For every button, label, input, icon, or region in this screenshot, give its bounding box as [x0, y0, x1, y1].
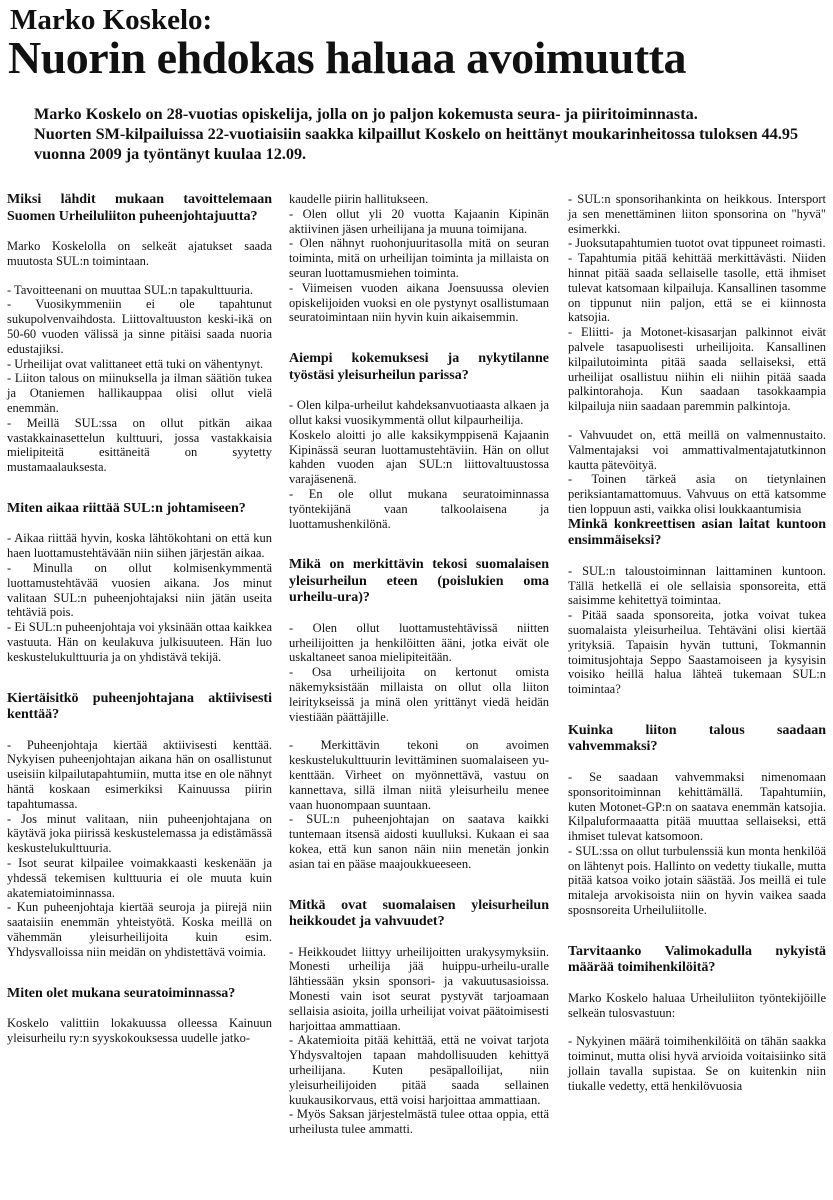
- body-paragraph: - Pitää saada sponsoreita, jotka voivat tukea suomalaista yleisurheilua. Tehtäväni olisi kiertää yrityksiä. Tapaisin hyvän tuttuni, Tokmannin toimitusjohtaja Seppo Saastamoiseen ja kysyisin voisiko heillä halua lähteä tukemaan SUL:n toimintaa?: [568, 608, 826, 697]
- body-paragraph: - Liiton talous on miinuksella ja ilman säätiön tukea ja Otaniemen hallikauppaa olisi ollut vielä enemmän.: [7, 371, 272, 415]
- body-paragraph: - Puheenjohtaja kiertää aktiivisesti kenttää. Nykyisen puheenjohtajan aikana hän on osallistunut useisiin kilpailutapahtumiin, mutta itse en ole nähnyt häntä koskaan esimerkiksi Kainuussa piirin tapahtumassa.: [7, 737, 272, 811]
- body-paragraph: - Ei SUL:n puheenjohtaja voi yksinään ottaa kaikkea vastuuta. Hän on keulakuva julkisuuteen. Hän luo keskustelukulttuuria ja on yhdistävä tekijä.: [7, 620, 272, 664]
- question-heading: Mikä on merkittävin tekosi suomalaisen yleisurheilun eteen (poislukien oma urheilu-ura)?: [289, 557, 549, 606]
- column-2: [289, 192, 549, 1137]
- body-paragraph: - Jos minut valitaan, niin puheenjohtajana on käytävä joka piirissä keskustelemassa ja edistämässä keskustelukulttuuria.: [7, 811, 272, 856]
- body-paragraph: Marko Koskelo haluaa Urheiluliiton työntekijöille selkeän tulosvastuun:: [568, 990, 826, 1020]
- article-headline: Nuorin ehdokas haluaa avoimuutta: [8, 32, 686, 83]
- article-lead: [34, 104, 814, 164]
- body-paragraph: - Tapahtumia pitää kehittää merkittävästi. Niiden hinnat pitää saada sellaiselle tasolle, että ihmiset tulevat katsomaan kilpailuja. Kansallinen tasomme on tippunut niin paljon, että se ei kiinnosta katsojia.: [568, 251, 826, 325]
- body-paragraph: - Meillä SUL:ssa on ollut pitkän aikaa vastakkainasettelun kulttuuri, jossa vastakkaisia mielipiteitä esittäneitä on syytetty mustamaalauksesta.: [7, 415, 272, 475]
- body-paragraph: - Kun puheenjohtaja kiertää seuroja ja piirejä niin saataisiin enemmän yhteistyötä. Koska meillä on vähemmän yleisurheilijoita kuin esim. Yhdysvalloissa niin meidän on yhdistettävä voimia.: [7, 900, 272, 959]
- body-paragraph: kaudelle piirin hallitukseen.: [289, 192, 429, 206]
- body-paragraph: Marko Koskelolla on selkeät ajatukset saada muutosta SUL:n toimintaan.: [7, 239, 272, 268]
- body-paragraph: - Merkittävin tekoni on avoimen keskustelukulttuurin levittäminen suomalaiseen yu-kenttään. Virheet on myönnettävä, vastuu on kannettava, sillä ilman niitä yleisurheilu menee vaan huonompaan suuntaan.: [289, 738, 549, 812]
- body-paragraph: - Urheilijat ovat valittaneet että tuki on vähentynyt.: [7, 356, 264, 371]
- body-paragraph: - Olen kilpa-urheilut kahdeksanvuotiaasta alkaen ja ollut kaksi vuosikymmentä ollut kilpaurheilija.: [289, 398, 549, 427]
- body-paragraph: - Olen nähnyt ruohonjuuritasolla mitä on seuran toiminta, mitä on urheilijan toiminta ja millaista on seuran luottamusmiehen toiminta.: [289, 236, 549, 280]
- question-heading: Miksi lähdit mukaan tavoittelemaan Suomen Urheiluliiton puheenjohtajuutta?: [7, 192, 272, 224]
- question-heading: Miten aikaa riittää SUL:n johtamiseen?: [7, 500, 246, 516]
- question-heading: Kiertäisitkö puheenjohtajana aktiivisesti kenttää?: [7, 690, 272, 723]
- column-1: [7, 192, 272, 1046]
- body-paragraph: - Toinen tärkeä asia on tietynlainen periksiantamattomuus. Vahvuus on että katsomme tien loppuun asti, vaikka olisi loukkaantumisia: [568, 472, 826, 516]
- lead-paragraph: Marko Koskelo on 28-vuotias opiskelija, jolla on jo paljon kokemusta seura- ja piiritoiminnasta.: [34, 105, 698, 123]
- body-paragraph: - Olen ollut luottamustehtävissä niitten urheilijoitten ja henkilöitten ääni, jotka eivät ole uskaltaneet sanoa mielipiteitään.: [289, 620, 549, 665]
- body-paragraph: - Osa urheilijoita on kertonut omista näkemyksistään millaista on ollut olla liiton leiritykseissä ja minä olen yrittänyt viedä heidän viestiään päättäjille.: [289, 665, 549, 724]
- body-paragraph: - Tavoitteenani on muuttaa SUL:n tapakulttuuria.: [7, 282, 254, 297]
- body-paragraph: - Vuosikymmeniin ei ole tapahtunut sukupolvenvaihdosta. Liittovaltuuston keski-ikä on 50-60 vuoden välissä ja sinne pitäisi saada nuoria edustajiksi.: [7, 297, 272, 356]
- body-paragraph: - Juoksutapahtumien tuotot ovat tippuneet roimasti.: [568, 236, 826, 251]
- article-kicker: Marko Koskelo:: [10, 4, 213, 36]
- question-heading: Aiempi kokemuksesi ja nykytilanne työstäsi yleisurheilun parissa?: [289, 351, 549, 383]
- body-paragraph: - Olen ollut yli 20 vuotta Kajaanin Kipinän aktiivinen jäsen urheilijana ja muuna toimijana.: [289, 206, 549, 236]
- question-heading: Minkä konkreettisen asian laitat kuntoon ensimmäiseksi?: [568, 516, 826, 549]
- lead-paragraph: Nuorten SM-kilpailuissa 22-vuotiaisiin saakka kilpaillut Koskelo on heittänyt moukarinheitossa tuloksen 44.95 vuonna 2009 ja työntänyt kuulaa 12.09.: [34, 125, 799, 163]
- body-paragraph: - Heikkoudet liittyy urheilijoitten urakysymyksiin. Monesti urheilija jää huippu-urheilu-uralle lähtiessään yksin sponsori- ja vakuutusasioissa. Monesti vain isot seurat pystyvät tarjoamaan sellaisia asioita, joilla urheilijat voivat päätoimisesti harjoittaa ammattiaan.: [289, 944, 549, 1033]
- body-paragraph: Koskelo valittiin lokakuussa olleessa Kainuun yleisurheilu ry:n syyskokouksessa uudelle jatko-: [7, 1016, 272, 1045]
- body-paragraph: Koskelo aloitti jo alle kaksikymppisenä Kajaanin Kipinässä seuran luottamustehtäviin. Hän on ollut kahden vuoden ajan SUL:n liittovaltuustossa varajäsenenä.: [289, 427, 549, 487]
- body-paragraph: - Se saadaan vahvemmaksi nimenomaan sponsoritoiminnan kehittämällä. Tapahtumiin, kuten Motonet-GP:n on saatava enemmän katsojia. Kilpaluformaaatta pitää muuttaa sellaiseksi, että ihmiset tulevat katsomoon.: [568, 769, 826, 844]
- body-paragraph: - SUL:n puheenjohtajan on saatava kaikki tuntemaan itsensä aidosti kuulluksi. Kukaan ei saa kokea, että kun sanon näin niin menetän jonkin asian tai en pääse maajoukkueeseen.: [289, 812, 549, 871]
- body-paragraph: - SUL:ssa on ollut turbulenssiä kun monta henkilöä on lähtenyt pois. Hallinto on vedetty tiukalle, mutta pitää katsoa voiko jotain säästää. Jos meillä ei tule mitaleja arvokisoista niin on hyvin vaikea saada sposnsoreita Urheiluliitolle.: [568, 843, 826, 918]
- body-paragraph: - SUL:n sponsorihankinta on heikkous. Intersport ja sen menettäminen liiton sponsorina on "hyvä" esimerkki.: [568, 192, 826, 236]
- body-paragraph: - Myös Saksan järjestelmästä tulee ottaa oppia, että urheilusta tulee ammatti.: [289, 1107, 549, 1137]
- question-heading: Miten olet mukana seuratoiminnassa?: [7, 985, 236, 1001]
- body-paragraph: - Vahvuudet on, että meillä on valmennustaito. Valmentajaksi voi ammattivalmentajatutkinnon kautta pätevöityä.: [568, 427, 826, 472]
- question-heading: Tarvitaanko Valimokadulla nykyistä määrää toimihenkilöitä?: [568, 943, 826, 976]
- body-paragraph: - Akatemioita pitää kehittää, että ne voivat tarjota Yhdysvaltojen tapaan mahdollisuuden kehittyä urheilijana. Kuten pesäpalloilijat, niin yleisurheilijoiden pitää saada sellainen kuukausikorvaus, että voisi harjoittaa ammattiaan.: [289, 1033, 549, 1107]
- question-heading: Mitkä ovat suomalaisen yleisurheilun heikkoudet ja vahvuudet?: [289, 897, 549, 930]
- column-3: [568, 192, 826, 1094]
- body-paragraph: - Viimeisen vuoden aikana Joensuussa olevien opiskelijoiden vuoksi en ole pystynyt osallistumaan seuratoimintaan niin hyvin kuin aikaisemmin.: [289, 280, 549, 325]
- body-paragraph: - Isot seurat kilpailee voimakkaasti keskenään ja yhdessä tekemisen kulttuuria ei ole muuta kuin akatemiatoiminnassa.: [7, 856, 272, 900]
- body-paragraph: - Nykyinen määrä toimihenkilöitä on tähän saakka toiminut, mutta olisi hyvä arvioida voitaisiinko sitä jollain tavalla supistaa. Se on kuitenkin niin tiukalle vedetty, että henkilövuosia: [568, 1034, 826, 1093]
- question-heading: Kuinka liiton talous saadaan vahvemmaksi?: [568, 722, 826, 755]
- body-paragraph: - Eliitti- ja Motonet-kisasarjan palkinnot eivät palvele tasapuolisesti urheilijoita. Kansallinen kilpailutoiminta pitää saada sellaiseksi, että urheilijat osallistuu niihin eli niihin pitää saada palkintorahoja. Kun saadaan tasokkaampia kilpailuja niin saadaan paremmin palkintoja.: [568, 325, 826, 414]
- body-paragraph: - Minulla on ollut kolmisenkymmentä luottamustehtävää vuosien aikana. Jos minut valitaan SUL:n puheenjohtajaksi niin jätän useita tehtäviä pois.: [7, 561, 272, 620]
- body-paragraph: - En ole ollut mukana seuratoiminnassa työntekijänä vaan talkoolaisena ja luottamushenkilönä.: [289, 486, 549, 531]
- body-paragraph: - Aikaa riittää hyvin, koska lähtökohtani on että kun haen luottamustehtävään niin siihen järjestän aikaa.: [7, 531, 272, 561]
- body-paragraph: - SUL:n taloustoiminnan laittaminen kuntoon. Tällä hetkellä ei ole sellaisia sponsoreita, että saisimme kehitettyä toimintaa.: [568, 563, 826, 608]
